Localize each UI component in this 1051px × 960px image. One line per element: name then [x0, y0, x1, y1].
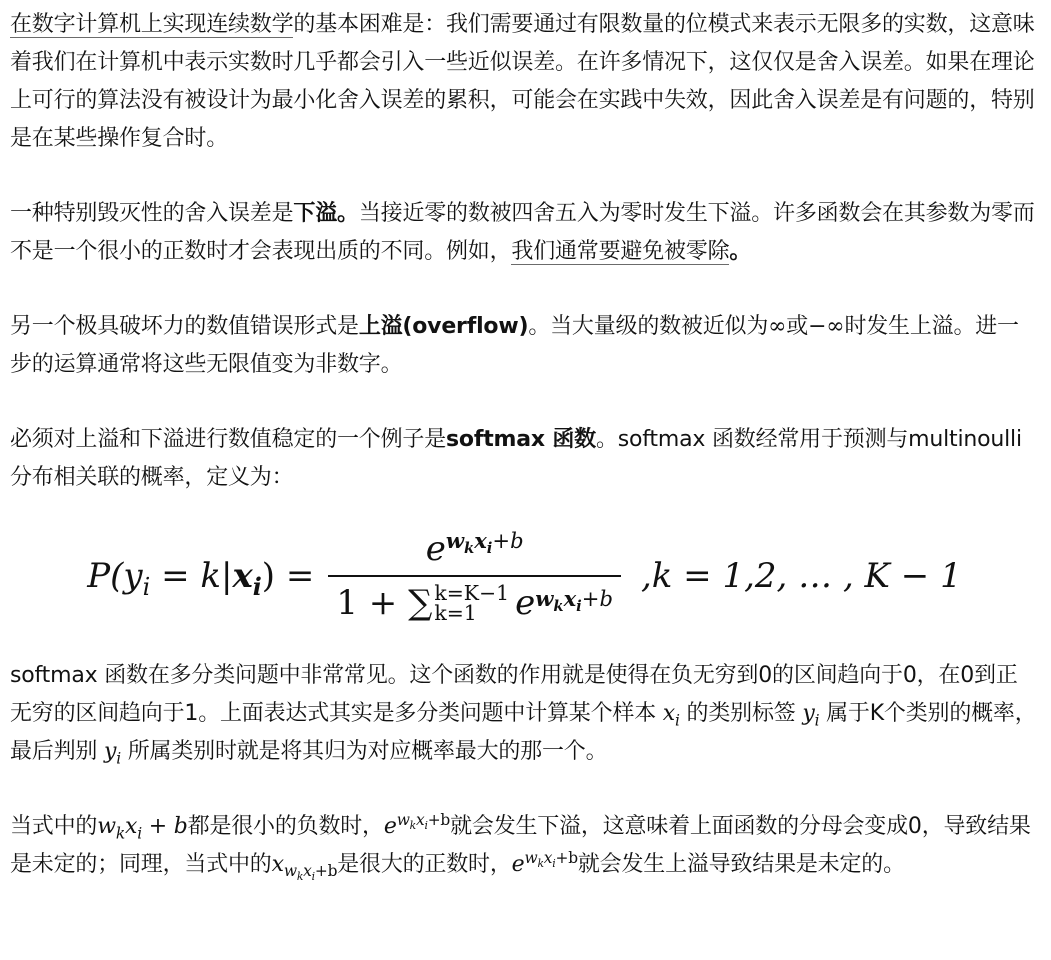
- softmax-term: softmax 函数: [446, 427, 596, 452]
- link-continuous-math[interactable]: 在数字计算机上实现连续数学: [10, 12, 294, 37]
- math-y-i-2: $y_i$: [104, 739, 121, 768]
- paragraph-4: 必须对上溢和下溢进行数值稳定的一个例子是softmax 函数。softmax 函数经常用于预测与multinoulli分布相关联的概率，定义为：: [10, 427, 1022, 490]
- math-wkxi-b: $w_kx_i + b$: [97, 814, 188, 843]
- fraction: [328, 529, 621, 623]
- formula-range: ,k = 1,2, … , K − 1: [640, 556, 962, 596]
- underflow-term: 下溢。: [293, 201, 359, 226]
- numerator: $e^{w_kx_i+b}$: [425, 527, 524, 569]
- link-avoid-divide-by-zero[interactable]: 我们通常要避免被零除: [511, 239, 730, 264]
- paragraph-6: 当式中的$w_kx_i + b$都是很小的负数时，$e^{w_kx_i+b}$就会发生下溢，这意味着上面函数的分母会变成0，导致结果是未定的；同理，当式中的$x_{w_kx_i+b}$是很大的正数时，$e^{w_kx_i+b}$就会发生上溢导致结果是未定的。: [10, 810, 1031, 884]
- overflow-term: 上溢(overflow): [358, 314, 529, 339]
- infinity-symbol: ∞: [768, 314, 787, 339]
- math-exp-1: $e^{w_kx_i+b}$: [383, 810, 451, 839]
- math-exp-2: $e^{w_kx_i+b}$: [511, 848, 578, 877]
- paragraph-5: softmax 函数在多分类问题中非常常见。这个函数的作用就是使得在负无穷到0的区间趋向于0，在0到正无穷的区间趋向于1。上面表达式其实是多分类问题中计算某个样本 $x_i$ 的类别标签 $y_i$ 属于K个类别的概率，最后判别 $y_i$ 所属类别时就是将其归为对应概率最大的那一个。: [10, 663, 1037, 768]
- math-y-i: $y_i$: [802, 701, 820, 730]
- neg-infinity-symbol: −∞: [808, 314, 845, 339]
- math-x-i: $x_i$: [662, 701, 680, 730]
- softmax-formula: $P(y_i = k|x_i)$ = $e^{w_kx_i+b}$ 1 + ∑ k=K−1 k=1 e $w_kx_i+b$ ,k = 1,2, … , K − 1: [87, 527, 962, 625]
- math-x-subscript: $x_{w_kx_i+b}$: [271, 852, 338, 884]
- denominator: 1 + ∑ k=K−1 k=1 e $w_kx_i+b$: [328, 575, 621, 623]
- paragraph-2: 一种特别毁灭性的舍入误差是下溢。当接近零的数被四舍五入为零时发生下溢。许多函数会在其参数为零而不是一个很小的正数时才会表现出质的不同。例如，我们通常要避免被零除。: [10, 201, 1035, 264]
- paragraph-1: 在数字计算机上实现连续数学的基本困难是：我们需要通过有限数量的位模式来表示无限多的实数，这意味着我们在计算机中表示实数时几乎都会引入一些近似误差。在许多情况下，这仅仅是舍入误差。如果在理论上可行的算法没有被设计为最小化舍入误差的累积，可能会在实践中失效，因此舍入误差是有问题的，特别是在某些操作复合时。: [10, 12, 1035, 151]
- paragraph-3: 另一个极具破坏力的数值错误形式是上溢(overflow)。当大量级的数被近似为∞或−∞时发生上溢。进一步的运算通常将这些无限值变为非数字。: [10, 314, 1019, 377]
